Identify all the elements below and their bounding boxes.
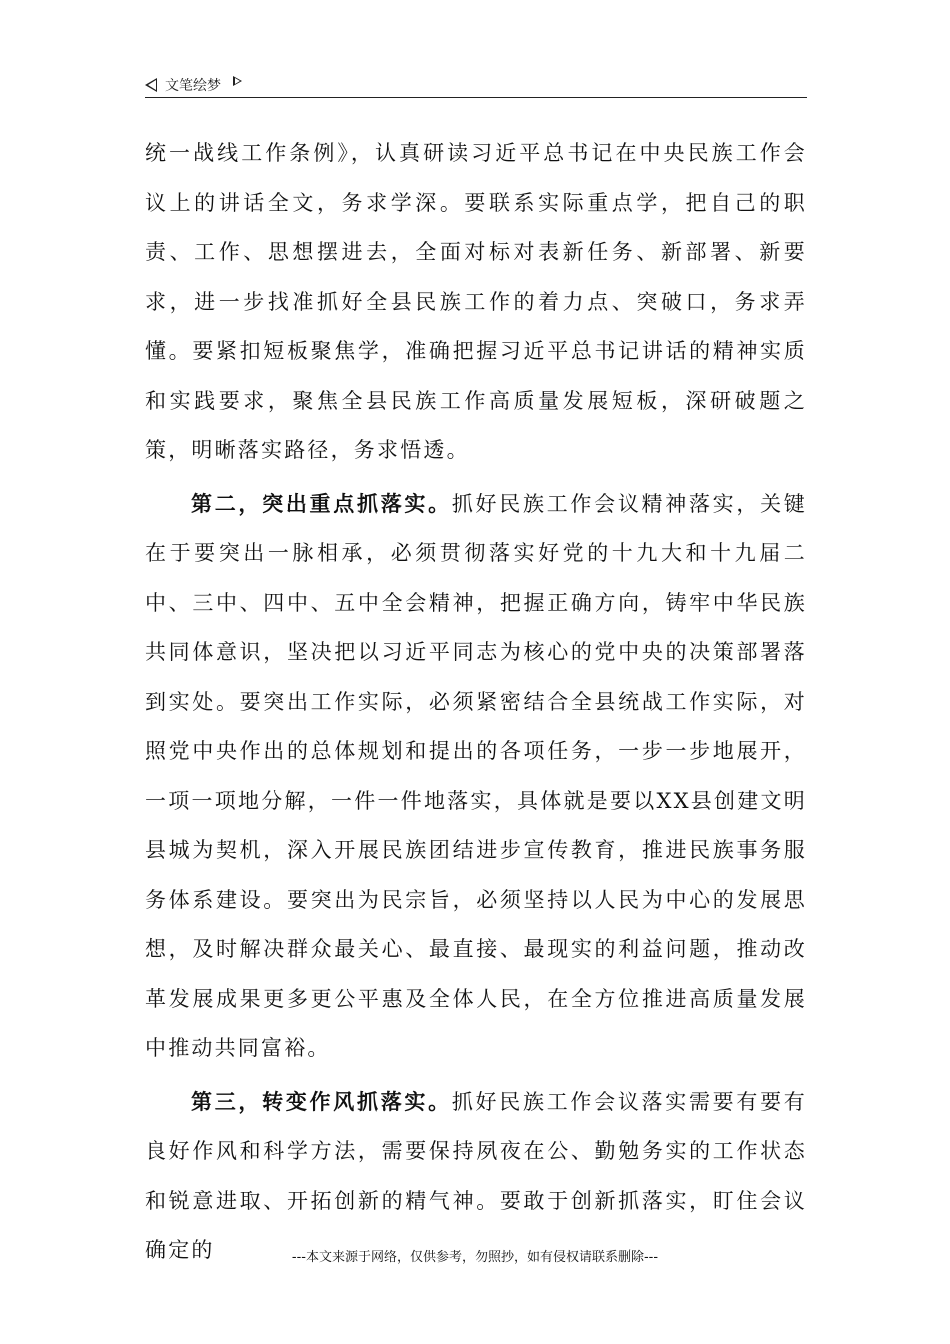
paragraph-text: 抓好民族工作会议落实需要有要有良好作风和科学方法，需要保持夙夜在公、勤勉务实的工作状态和锐意进取、开拓创新的精气神。要敢于创新抓落实，盯住会议确定的 (145, 1089, 808, 1262)
paragraph-text: 抓好民族工作会议精神落实，关键在于要突出一脉相承，必须贯彻落实好党的十九大和十九届二中、三中、四中、五中全会精神，把握正确方向，铸牢中华民族共同体意识，坚决把以习近平同志为核心的党中央的决策部署落到实处。要突出工作实际，必须紧密结合全县统战工作实际，对照党中央作出的总体规划和提出的各项任务，一步一步地展开，一项一项地分解，一件一件地落实，具体就是要以XX县创建文明县城为契机，深入开展民族团结进步宣传教育，推进民族事务服务体系建设。要突出为民宗旨，必须坚持以人民为中心的发展思想，及时解决群众最关心、最直接、最现实的利益问题，推动改革发展成果更多更公平惠及全体人民，在全方位推进高质量发展中推动共同富裕。 (145, 491, 808, 1060)
left-triangle-icon (145, 78, 157, 92)
header-left (145, 75, 242, 95)
paragraph-lead: 第三，转变作风抓落实。 (191, 1088, 452, 1114)
footer-notice: ---本文来源于网络，仅供参考，勿照抄，如有侵权请联系删除--- (291, 1250, 659, 1265)
paragraph-1 (145, 129, 807, 476)
paragraph-lead: 第二，突出重点抓落实。 (191, 490, 452, 516)
paragraph-text: 统一战线工作条例》，认真研读习近平总书记在中央民族工作会议上的讲话全文，务求学深。要联系实际重点学，把自己的职责、工作、思想摆进去，全面对标对表新任务、新部署、新要求，进一步找准抓好全县民族工作的着力点、突破口，务求弄懂。要紧扣短板聚焦学，准确把握习近平总书记讲话的精神实质和实践要求，聚焦全县民族工作高质量发展短板，深研破题之策，明晰落实路径，务求悟透。 (145, 141, 807, 462)
right-triangle-icon (233, 76, 242, 86)
document-body (145, 129, 807, 1276)
page-header (145, 71, 807, 98)
paragraph-2 (145, 479, 807, 1074)
header-title: 文笔绘梦 (165, 78, 221, 94)
